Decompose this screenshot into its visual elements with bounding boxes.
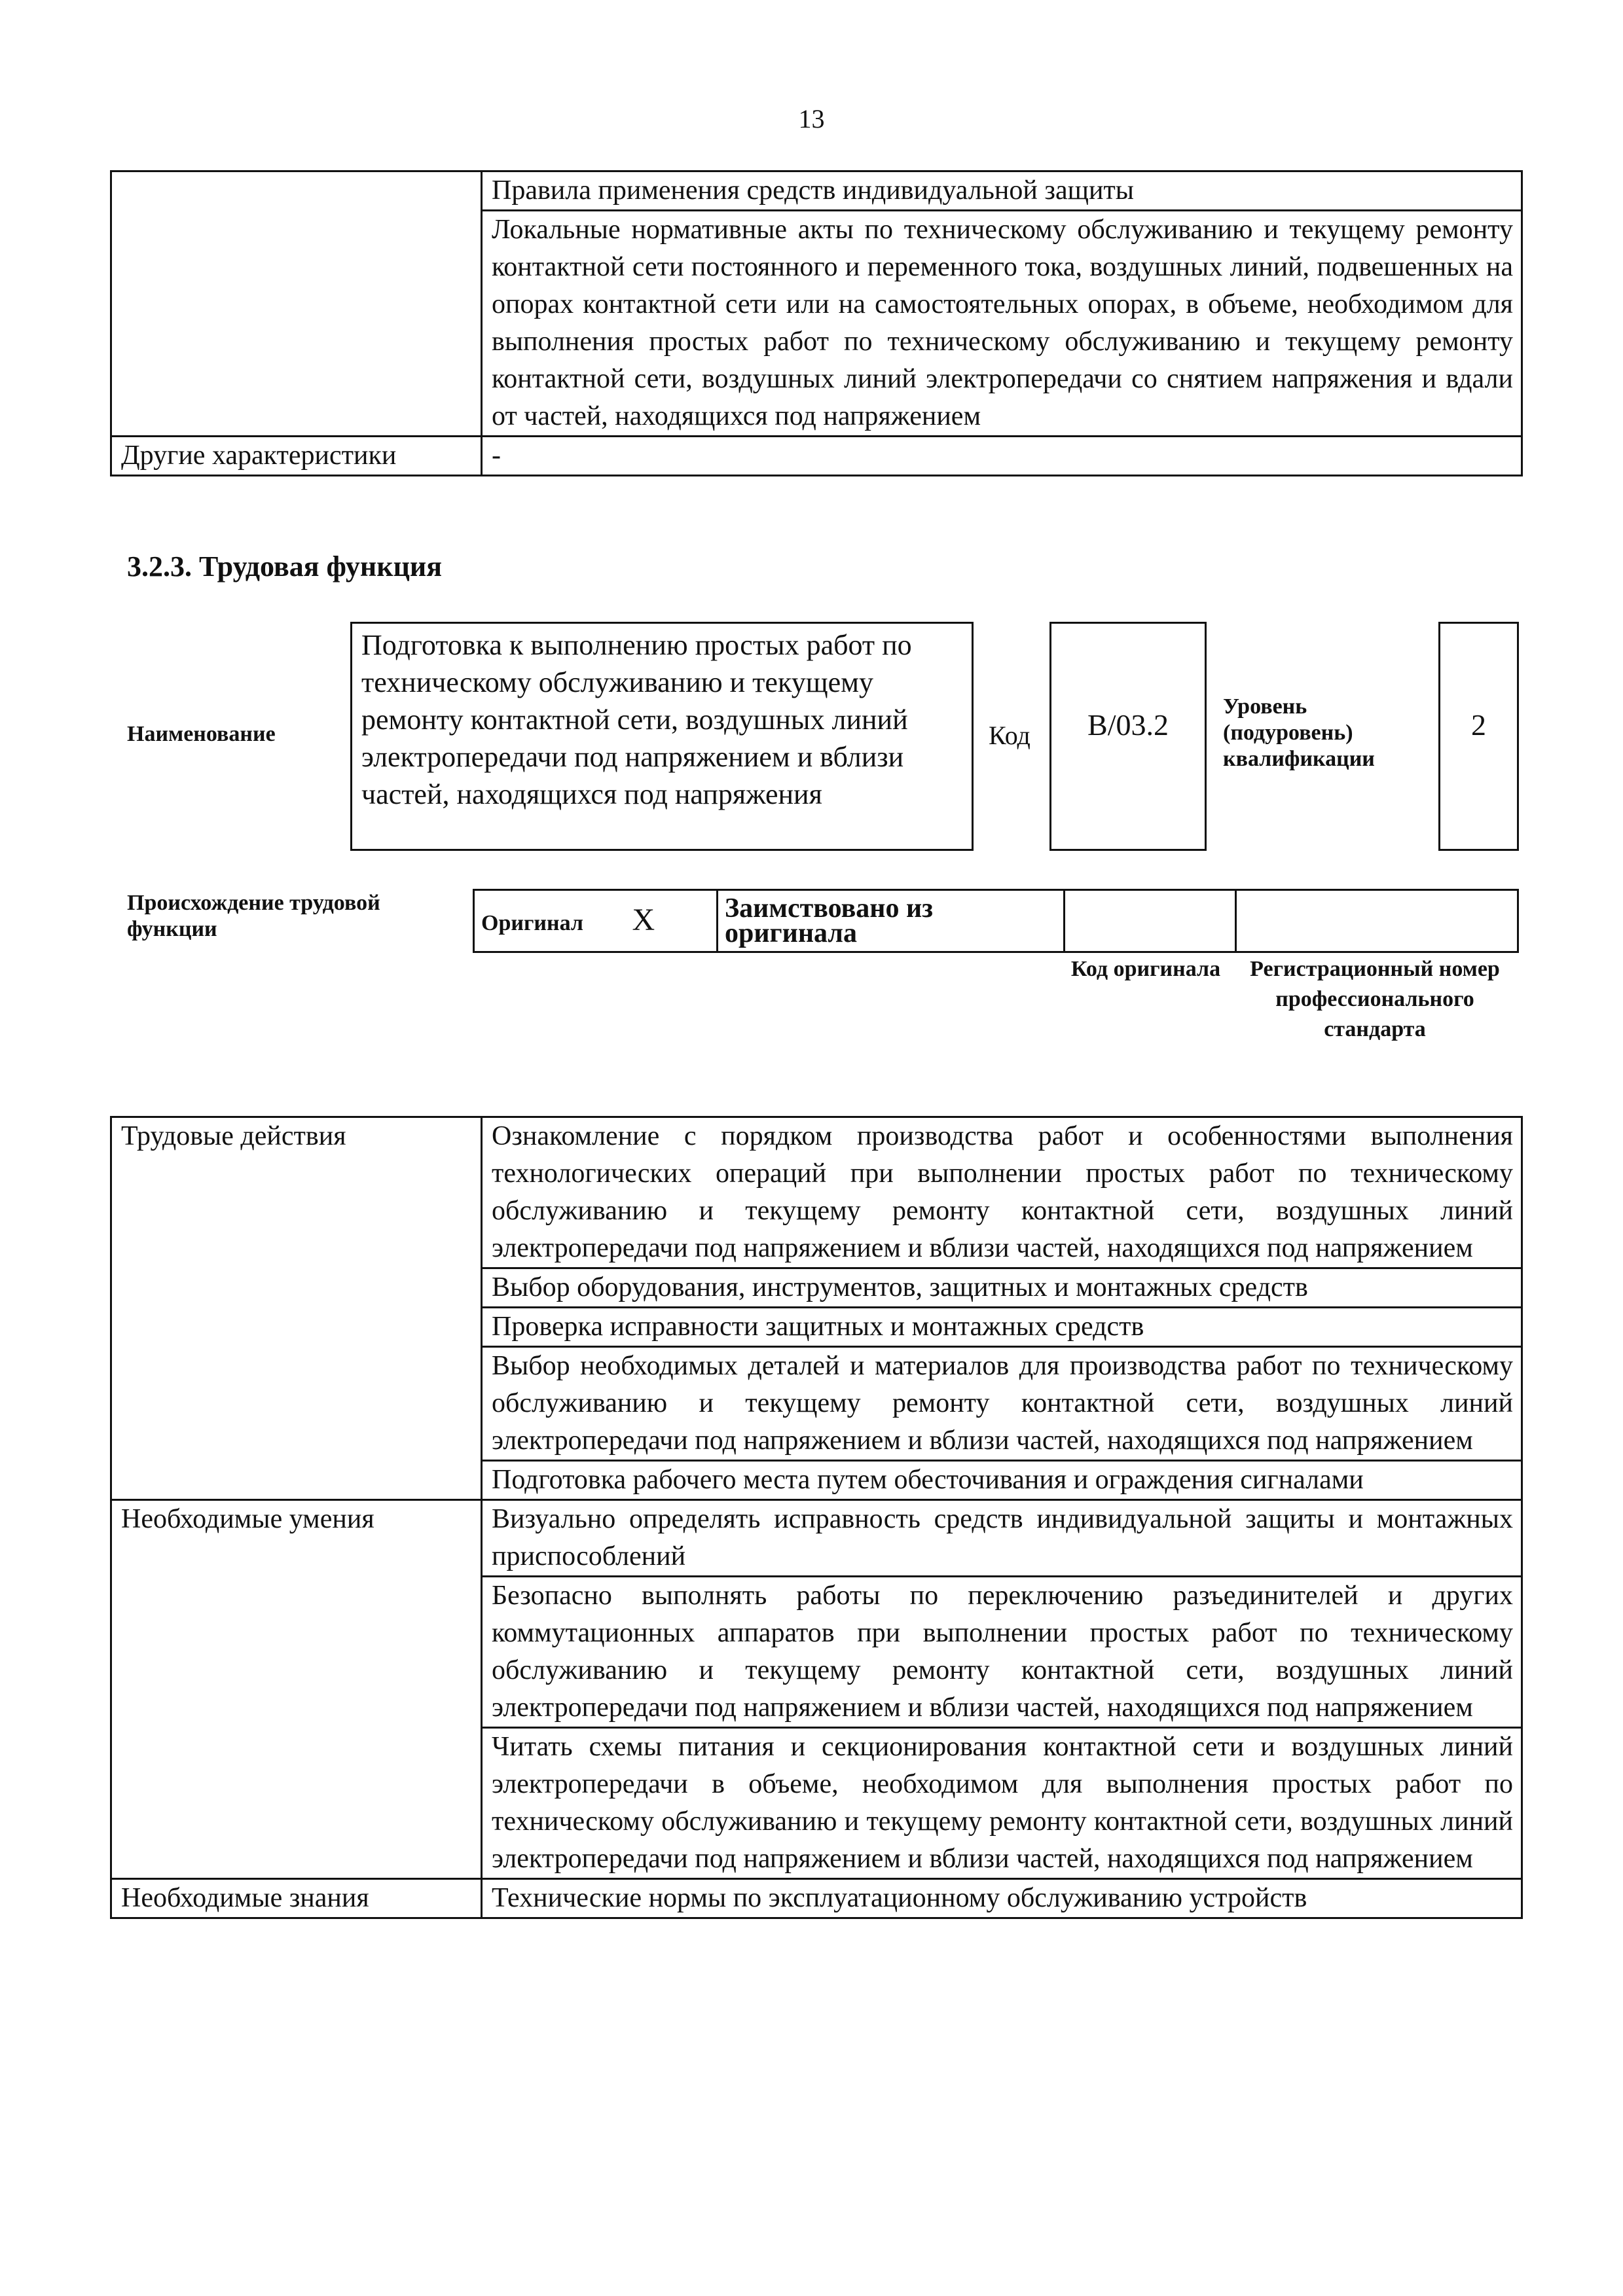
table-row [111,437,1522,476]
original-code-cell [1065,890,1236,952]
table-row [111,171,1522,211]
name-label: Наименование [127,722,276,746]
labor-action-item: Подготовка рабочего места путем обесточивания и ограждения сигналами [482,1461,1522,1500]
code-label: Код [989,721,1030,750]
page-number: 13 [798,104,825,134]
labor-action-item: Проверка исправности защитных и монтажных средств [482,1308,1522,1347]
borrowed-label: Заимствовано из оригинала [718,890,1065,952]
original-label: Оригинал [481,911,583,935]
required-knowledge-label: Необходимые знания [111,1879,482,1918]
labor-action-item: Ознакомление с порядком производства работ и особенностями выполнения технологических операций при выполнении простых работ по техническому обслуживанию и текущему ремонту контактной сети, воздушных линий электропередачи под напряжением и вблизи частей, находящихся под напряжением [482,1117,1522,1268]
labor-action-item: Выбор оборудования, инструментов, защитных и монтажных средств [482,1268,1522,1308]
other-characteristics-value: - [482,437,1522,476]
other-characteristics-label: Другие характеристики [111,437,482,476]
qualification-level-text: Уровень (подуровень) квалификации [1223,694,1375,771]
function-name-box: Подготовка к выполнению простых работ по техническому обслуживанию и текущему ремонту контактной сети, воздушных линий электропередачи под напряжением и вблизи частей, находящихся под напряжения [350,622,974,851]
knowledge-item: Технические нормы по эксплуатационному обслуживанию устройств [482,1879,1522,1918]
original-mark: X [632,903,655,937]
knowledge-item: Правила применения средств индивидуальной защиты [482,171,1522,211]
table-row [474,890,1518,952]
table-row [111,1117,1522,1268]
top-characteristics-table [110,170,1523,476]
table-row [111,1879,1522,1918]
skill-item: Безопасно выполнять работы по переключению разъединителей и других коммутационных аппаратов при выполнении простых работ по техническому обслуживанию и текущему ремонту контактной сети, воздушных линий электропередачи под напряжением и вблизи частей, находящихся под напряжением [482,1577,1522,1728]
origin-label [127,890,454,942]
qualification-level-label [1223,694,1419,772]
knowledge-item: Локальные нормативные акты по техническому обслуживанию и текущему ремонту контактной сети постоянного и переменного тока, воздушных линий, подвешенных на опорах контактной сети или на самостоятельных опорах, в объеме, необходимом для выполнения простых работ по техническому обслуживанию и текущему ремонту контактной сети, воздушных линий электропередачи со снятием напряжения и вдали от частей, находящихся под напряжением [482,211,1522,437]
registration-number-caption: Регистрационный номер профессионального стандарта [1250,957,1500,1041]
required-skills-label: Необходимые умения [111,1500,482,1879]
labor-actions-label: Трудовые действия [111,1117,482,1500]
code-box: B/03.2 [1049,622,1207,851]
labor-action-item: Выбор необходимых деталей и материалов для производства работ по техническому обслуживанию и текущему ремонту контактной сети, воздушных линий электропередачи под напряжением и вблизи частей, находящихся под напряжением [482,1347,1522,1461]
qualification-level-box: 2 [1438,622,1519,851]
empty-label-cell [111,171,482,437]
origin-label-text: Происхождение трудовой функции [127,891,380,941]
registration-number-cell [1236,890,1518,952]
origin-table [473,889,1519,953]
section-title: 3.2.3. Трудовая функция [127,550,443,583]
skill-item: Визуально определять исправность средств индивидуальной защиты и монтажных приспособлений [482,1500,1522,1577]
labor-function-table [110,1116,1523,1919]
table-row [111,1500,1522,1577]
original-cell [474,890,718,952]
skill-item: Читать схемы питания и секционирования контактной сети и воздушных линий электропередачи в объеме, необходимом для выполнения простых работ по техническому обслуживанию и текущему ремонту контактной сети, воздушных линий электропередачи под напряжением и вблизи частей, находящихся под напряжением [482,1728,1522,1879]
original-code-caption: Код оригинала [1070,957,1221,981]
